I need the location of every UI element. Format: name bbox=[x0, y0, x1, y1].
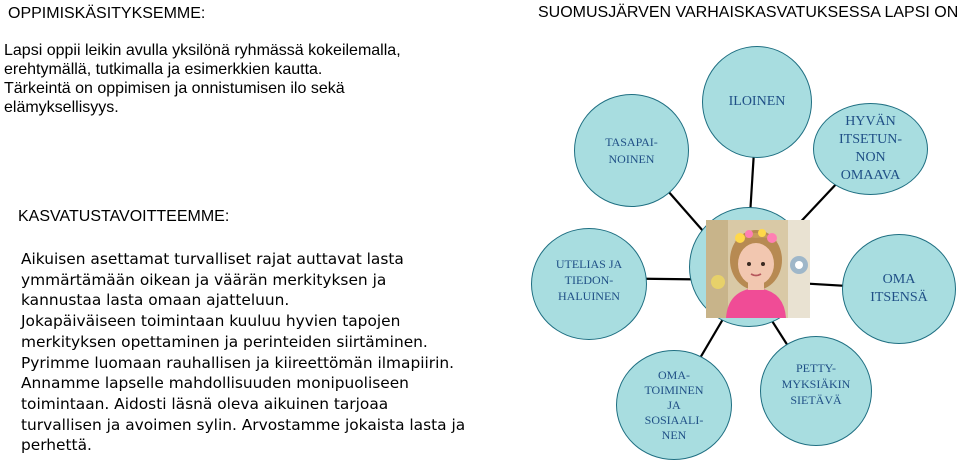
node-utelias bbox=[531, 228, 647, 340]
node-text: ILOINEN bbox=[728, 94, 786, 109]
diagram-title: SUOMUSJÄRVEN VARHAISKASVATUKSESSA LAPSI ON bbox=[538, 4, 959, 21]
learning-heading: OPPIMISKÄSITYKSEMME: bbox=[8, 5, 206, 22]
node-text: OMA bbox=[882, 272, 916, 287]
node-text: SIETÄVÄ bbox=[790, 393, 842, 407]
goals-line: kannustaa lasta omaan ajatteluun. bbox=[21, 291, 290, 310]
node-text: PETTY- bbox=[795, 361, 836, 375]
learning-line: Tärkeintä on oppimisen ja onnistumisen ilo sekä bbox=[4, 80, 345, 97]
goals-line: merkityksen opettaminen ja perinteiden siirtäminen. bbox=[21, 332, 428, 351]
node-text: ITSETUN- bbox=[839, 132, 902, 147]
goals-line: toimintaan. Aidosti läsnä oleva aikuinen tarjoaa bbox=[21, 394, 389, 413]
node-iloinen bbox=[702, 46, 812, 158]
node-text: HYVÄN bbox=[845, 114, 896, 129]
node-text: TOIMINEN bbox=[644, 382, 704, 397]
goals-line: Aikuisen asettamat turvalliset rajat auttavat lasta bbox=[21, 250, 404, 268]
node-hyva-itsetunto bbox=[813, 103, 928, 195]
node-tasapainoinen bbox=[574, 94, 689, 207]
learning-line: erehtymällä, tutkimalla ja esimerkkien kautta. bbox=[4, 61, 323, 78]
node-text: JA bbox=[667, 397, 681, 412]
goals-line: Jokapäiväiseen toimintaan kuuluu hyvien tapojen bbox=[21, 312, 401, 331]
goals-line: perhettä. bbox=[21, 436, 92, 455]
node-text: SOSIAALI- bbox=[644, 412, 704, 427]
child-photo bbox=[706, 220, 810, 318]
node-text: TIEDON- bbox=[564, 273, 614, 287]
node-text: TASAPAI- bbox=[605, 134, 658, 149]
node-text: ITSENSÄ bbox=[870, 290, 928, 305]
node-text: HALUINEN bbox=[557, 289, 620, 303]
node-text: UTELIAS JA bbox=[555, 257, 623, 271]
goals-line: ymmärtämään oikean ja väärän merkityksen ja bbox=[21, 270, 387, 289]
learning-line: Lapsi oppii leikin avulla yksilönä ryhmässä kokeilemalla, bbox=[4, 42, 401, 59]
node-pettymyksia bbox=[760, 336, 872, 446]
goals-line: Pyrimme luomaan rauhallisen ja kiireettömän ilmapiirin. bbox=[21, 353, 455, 372]
node-text: NOINEN bbox=[608, 151, 655, 166]
goals-heading: KASVATUSTAVOITTEEMME: bbox=[18, 208, 230, 225]
learning-line: elämyksellisyys. bbox=[4, 99, 119, 116]
goals-line: Annamme lapselle mahdollisuuden monipuoliseen bbox=[21, 374, 409, 393]
node-text: NON bbox=[855, 150, 886, 165]
child-illustration bbox=[706, 220, 810, 318]
node-text: OMA- bbox=[657, 367, 690, 382]
node-text: MYKSIÄKIN bbox=[781, 377, 851, 391]
node-text: OMAAVA bbox=[840, 168, 901, 183]
node-omatoiminen bbox=[616, 350, 732, 460]
node-oma-itsensa bbox=[842, 234, 956, 344]
goals-line: turvallisen ja avoimen sylin. Arvostamme jokaista lasta ja bbox=[21, 415, 466, 434]
node-text: NEN bbox=[661, 427, 687, 442]
